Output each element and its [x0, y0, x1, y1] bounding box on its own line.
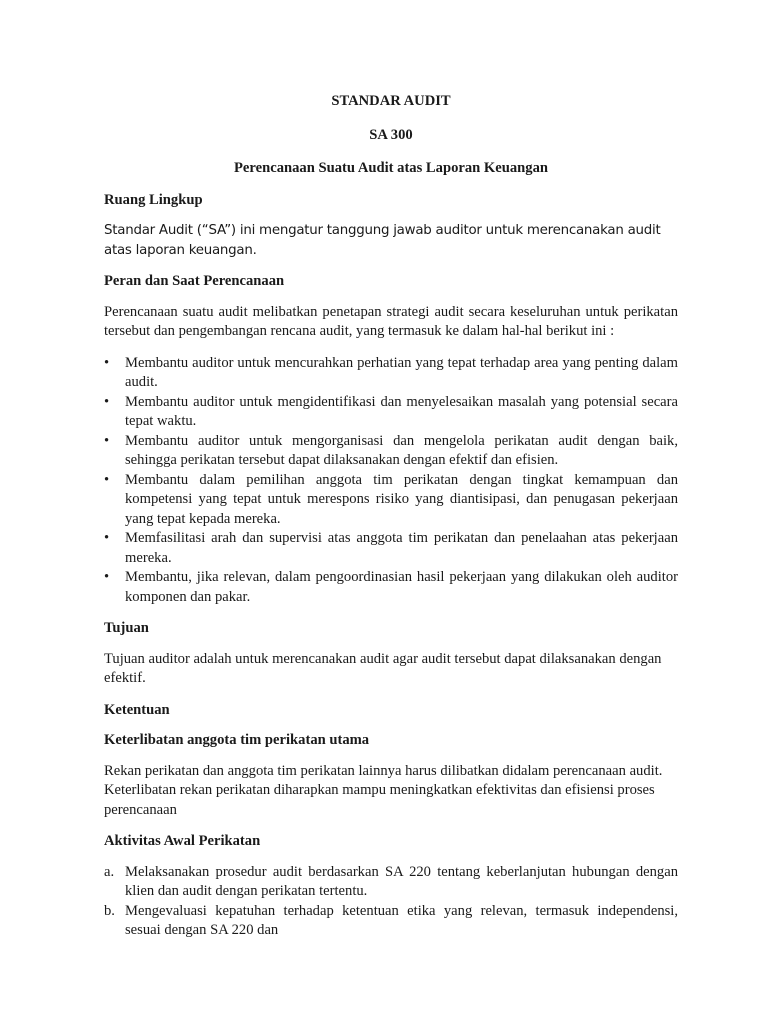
list-item [104, 568, 678, 607]
document-title: STANDAR AUDIT [331, 93, 451, 109]
document-subtitle: Perencanaan Suatu Audit atas Laporan Keuangan [234, 160, 548, 176]
document-number: SA 300 [369, 126, 413, 143]
paragraph-keterlibatan: Rekan perikatan dan anggota tim perikatan lainnya harus dilibatkan didalam perencanaan audit. Keterlibatan rekan perikatan diharapkan mampu meningkatkan efektivitas dan efisiensi proses perencanaan [104, 762, 663, 818]
list-item [104, 471, 678, 530]
paragraph-peran: Perencanaan suatu audit melibatkan penetapan strategi audit secara keseluruhan untuk perikatan tersebut dan pengembangan rencana audit, yang termasuk ke dalam hal-hal berikut ini : [104, 303, 678, 339]
list-item-text: Melaksanakan prosedur audit berdasarkan SA 220 tentang keberlanjutan hubungan dengan klien dan audit dengan perikatan tertentu. [125, 863, 678, 899]
list-item-text: Membantu auditor untuk mengorganisasi dan mengelola perikatan audit dengan baik, sehingga perikatan tersebut dapat dilaksanakan dengan efektif dan efisien. [125, 432, 678, 468]
list-item [104, 432, 678, 471]
heading-ketentuan: Ketentuan [104, 701, 170, 718]
list-item [104, 354, 678, 393]
heading-peran: Peran dan Saat Perencanaan [104, 273, 285, 289]
list-marker: a. [104, 863, 115, 880]
list-item [104, 863, 678, 902]
list-item [104, 529, 678, 568]
list-item-text: Mengevaluasi kepatuhan terhadap ketentuan etika yang relevan, termasuk independensi, sesuai dengan SA 220 dan [125, 902, 678, 938]
bullet-list-peran [104, 354, 678, 608]
list-item-text: Memfasilitasi arah dan supervisi atas anggota tim perikatan dan penelaahan atas pekerjaan mereka. [125, 530, 678, 566]
heading-aktivitas: Aktivitas Awal Perikatan [104, 833, 261, 849]
list-item-text: Membantu, jika relevan, dalam pengoordinasian hasil pekerjaan yang dilakukan oleh auditor komponen dan pakar. [125, 569, 678, 605]
list-marker: b. [104, 902, 115, 919]
paragraph-ruang-lingkup: Standar Audit (“SA”) ini mengatur tanggung jawab auditor untuk merencanakan audit atas laporan keuangan. [104, 223, 661, 258]
heading-keterlibatan: Keterlibatan anggota tim perikatan utama [104, 732, 370, 748]
paragraph-tujuan: Tujuan auditor adalah untuk merencanakan audit agar audit tersebut dapat dilaksanakan dengan efektif. [104, 650, 662, 686]
bullet-icon: • [104, 530, 110, 546]
heading-ruang-lingkup: Ruang Lingkup [104, 191, 203, 208]
heading-tujuan: Tujuan [104, 620, 149, 636]
bullet-icon: • [104, 393, 110, 410]
bullet-icon: • [104, 354, 110, 371]
alpha-list-aktivitas [104, 863, 678, 941]
list-item-text: Membantu dalam pemilihan anggota tim perikatan dengan tingkat kemampuan dan kompetensi yang tepat untuk merespons risiko yang diantisipasi, dan penugasan pekerjaan yang tepat kepada mereka. [125, 471, 678, 527]
list-item [104, 902, 678, 941]
list-item-text: Membantu auditor untuk mengidentifikasi dan menyelesaikan masalah yang potensial secara tepat waktu. [125, 393, 678, 429]
list-item-text: Membantu auditor untuk mencurahkan perhatian yang tepat terhadap area yang penting dalam audit. [125, 354, 678, 390]
bullet-icon: • [104, 471, 110, 488]
bullet-icon: • [104, 432, 110, 449]
list-item [104, 393, 678, 432]
bullet-icon: • [104, 569, 110, 585]
